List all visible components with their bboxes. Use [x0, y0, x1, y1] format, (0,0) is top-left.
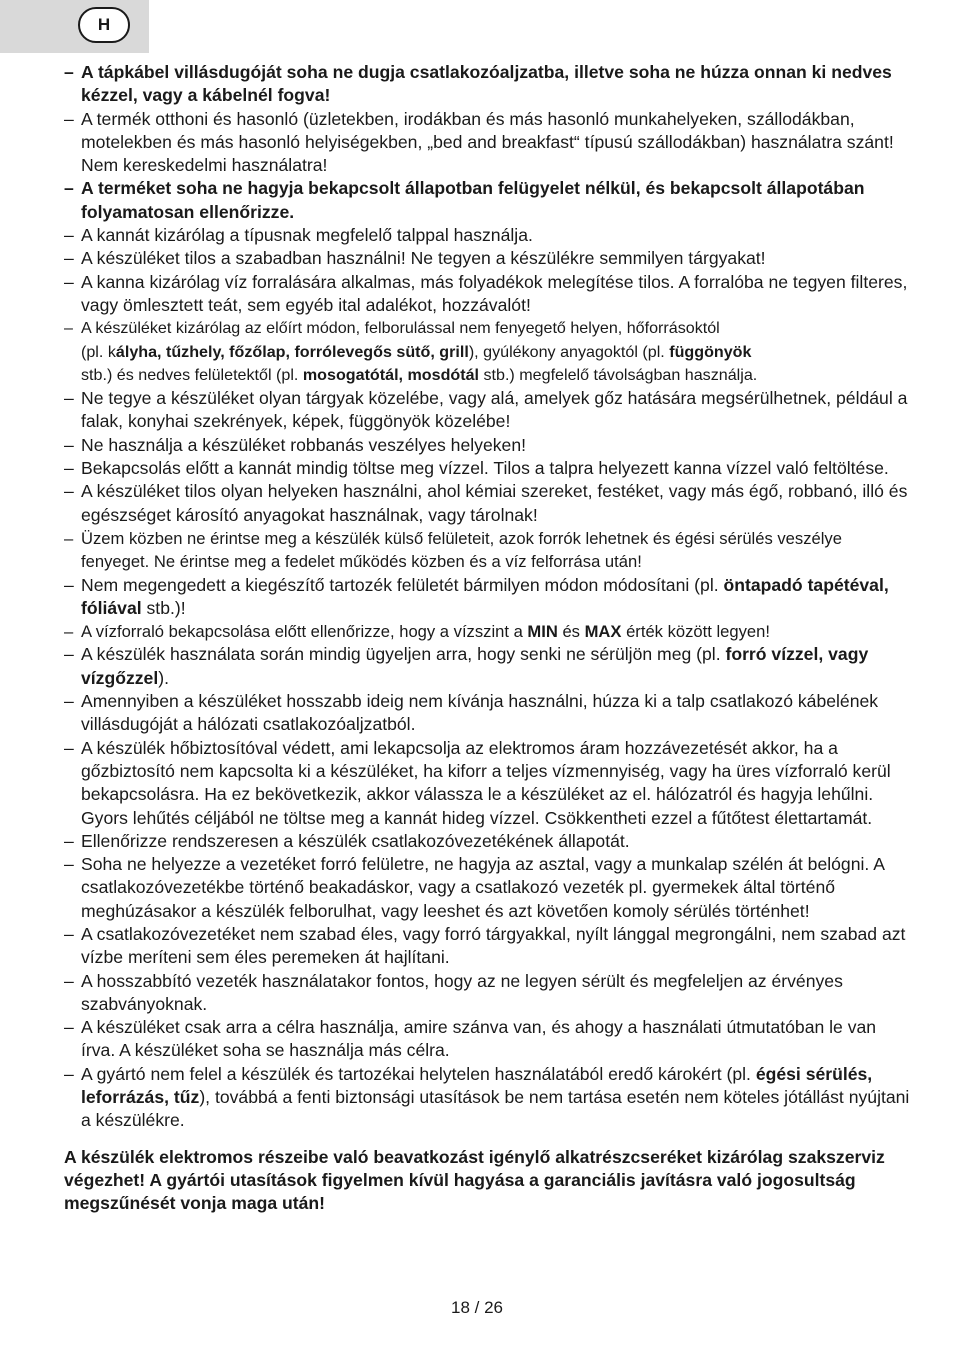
list-item: – A kannát kizárólag a típusnak megfelelő talppal használja. — [64, 225, 533, 246]
language-badge: H — [78, 7, 130, 43]
list-item: – A készüléket tilos a szabadban használni! Ne tegyen a készülékre semmilyen tárgyakat! — [64, 248, 766, 269]
safety-instructions — [64, 61, 912, 1216]
list-item: – Soha ne helyezze a vezetéket forró felületre, ne hagyja az asztal, vagy a munkalap szélén át belógni. A csatlakozóvezetékbe történő beakadáskor, vagy a csatlakozó vezeték pl. gyermekek által történő meghúzásakor a készülék felborulhat, vagy leeshet és azt követően komoly sérülés történhet! — [64, 854, 884, 921]
list-item: – Üzem közben ne érintse meg a készülék külső felületeit, azok forrók lehetnek és égési sérülés veszélye fenyeget. Ne érintse meg a fedelet működés közben és a víz felforrása után! — [64, 528, 842, 572]
list-item: – A vízforraló bekapcsolása előtt ellenőrizze, hogy a vízszint a MIN és MAX érték között legyen! — [64, 622, 770, 642]
list-item: – Bekapcsolás előtt a kannát mindig töltse meg vízzel. Tilos a talpra helyezett kanna vízzel való feltöltése. — [64, 458, 889, 479]
list-item: – A hosszabbító vezeték használatakor fontos, hogy az ne legyen sérült és megfeleljen az érvényes szabványoknak. — [64, 970, 843, 1014]
list-item: – A tápkábel villásdugóját soha ne dugja csatlakozóaljzatba, illetve soha ne húzza onnan ki nedves kézzel, vagy a kábelnél fogva! — [64, 62, 892, 106]
list-item: – A csatlakozóvezetéket nem szabad éles, vagy forró tárgyakkal, nyílt lánggal megrongálni, nem szabad azt vízbe meríteni sem éles peremeken át hajlítani. — [64, 923, 906, 968]
list-item: – Ne használja a készüléket robbanás veszélyes helyeken! — [64, 434, 526, 455]
warranty-warning: A készülék elektromos részeibe való beavatkozást igénylő alkatrészcseréket kizárólag szakszerviz végezhet! A gyártói utasítások figyelmen kívül hagyása a garanciális javításra való jogosultság megszűnését vonja maga után! — [64, 1146, 885, 1214]
list-item: – A készüléket kizárólag az előírt módon, felborulással nem fenyegető helyen, hőforrásoktól (pl. kályha, tűzhely, főzőlap, forrólevegős sütő, grill), gyúlékony anyagoktól (pl. függönyök stb.) és nedves felületektől (pl. mosogatótál, mosdótál stb.) megfelelő távolságban használja. — [64, 319, 758, 384]
list-item: – A készüléket tilos olyan helyeken használni, ahol kémiai szereket, festéket, vagy más égő, robbanó, illó és egészséget károsító anyagokat használnak, vagy tárolnak! — [64, 481, 908, 525]
list-item: – Ellenőrizze rendszeresen a készülék csatlakozóvezetékének állapotát. — [64, 830, 630, 851]
list-item: – A gyártó nem felel a készülék és tartozékai helytelen használatából eredő károkért (pl. égési sérülés, leforrázás, tűz), továbbá a fenti biztonsági utasítások be nem tartása esetén nem köteles jótállást nyújtani a készülékre. — [64, 1063, 910, 1131]
list-item: – A készülék hőbiztosítóval védett, ami lekapcsolja az elektromos áram hozzávezetését akkor, ha a gőzbiztosító nem kapcsolta ki a készüléket, ha kiforr a teljes vízmennyiség, vagy ha üres vízforraló kerül bekapcsolásra. Ha ez bekövetkezik, akkor válassza le a készüléket az el. hálózatról és hagyja lehűlni. Gyors lehűtés céljából ne töltse meg a kannát hideg vízzel. Csökkentheti ezzel a fűtőtest élettartamát. — [64, 737, 891, 828]
list-item: – Ne tegye a készüléket olyan tárgyak közelébe, vagy alá, amelyek gőz hatására megsérülhetnek, például a falak, konyhai szekrények, képek, függönyök közelébe! — [64, 388, 908, 432]
page-number: 18 / 26 — [451, 1298, 503, 1317]
list-item: – A termék otthoni és hasonló (üzletekben, irodákban és más hasonló munkahelyeken, szállodákban, motelekben és más hasonló helyiségekben, „bed and breakfast“ típusú szállodákban) használatra szánt! Nem kereskedelmi használatra! — [64, 108, 894, 176]
language-tab — [0, 0, 149, 53]
list-item: – A készülék használata során mindig ügyeljen arra, hogy senki ne sérüljön meg (pl. forró vízzel, vagy vízgőzzel). — [64, 644, 869, 688]
list-item: – A terméket soha ne hagyja bekapcsolt állapotban felügyelet nélkül, és bekapcsolt állapotában folyamatosan ellenőrizze. — [64, 178, 865, 222]
list-item: – A kanna kizárólag víz forralására alkalmas, más folyadékok melegítése tilos. A forralóba ne tegyen filteres, vagy ömlesztett teát, sem egyéb ital adalékot, hozzávalót! — [64, 271, 908, 315]
list-item: – A készüléket csak arra a célra használja, amire szánva van, és ahogy a használati útmutatóban le van írva. A készüléket soha se használja más célra. — [64, 1017, 877, 1061]
list-item: – Nem megengedett a kiegészítő tartozék felületét bármilyen módon módosítani (pl. öntapadó tapétéval, fóliával stb.)! — [64, 574, 889, 618]
list-item: – Amennyiben a készüléket hosszabb ideig nem kívánja használni, húzza ki a talp csatlakozó kábelének villásdugóját a hálózati csatlakozóaljzatból. — [64, 691, 879, 735]
